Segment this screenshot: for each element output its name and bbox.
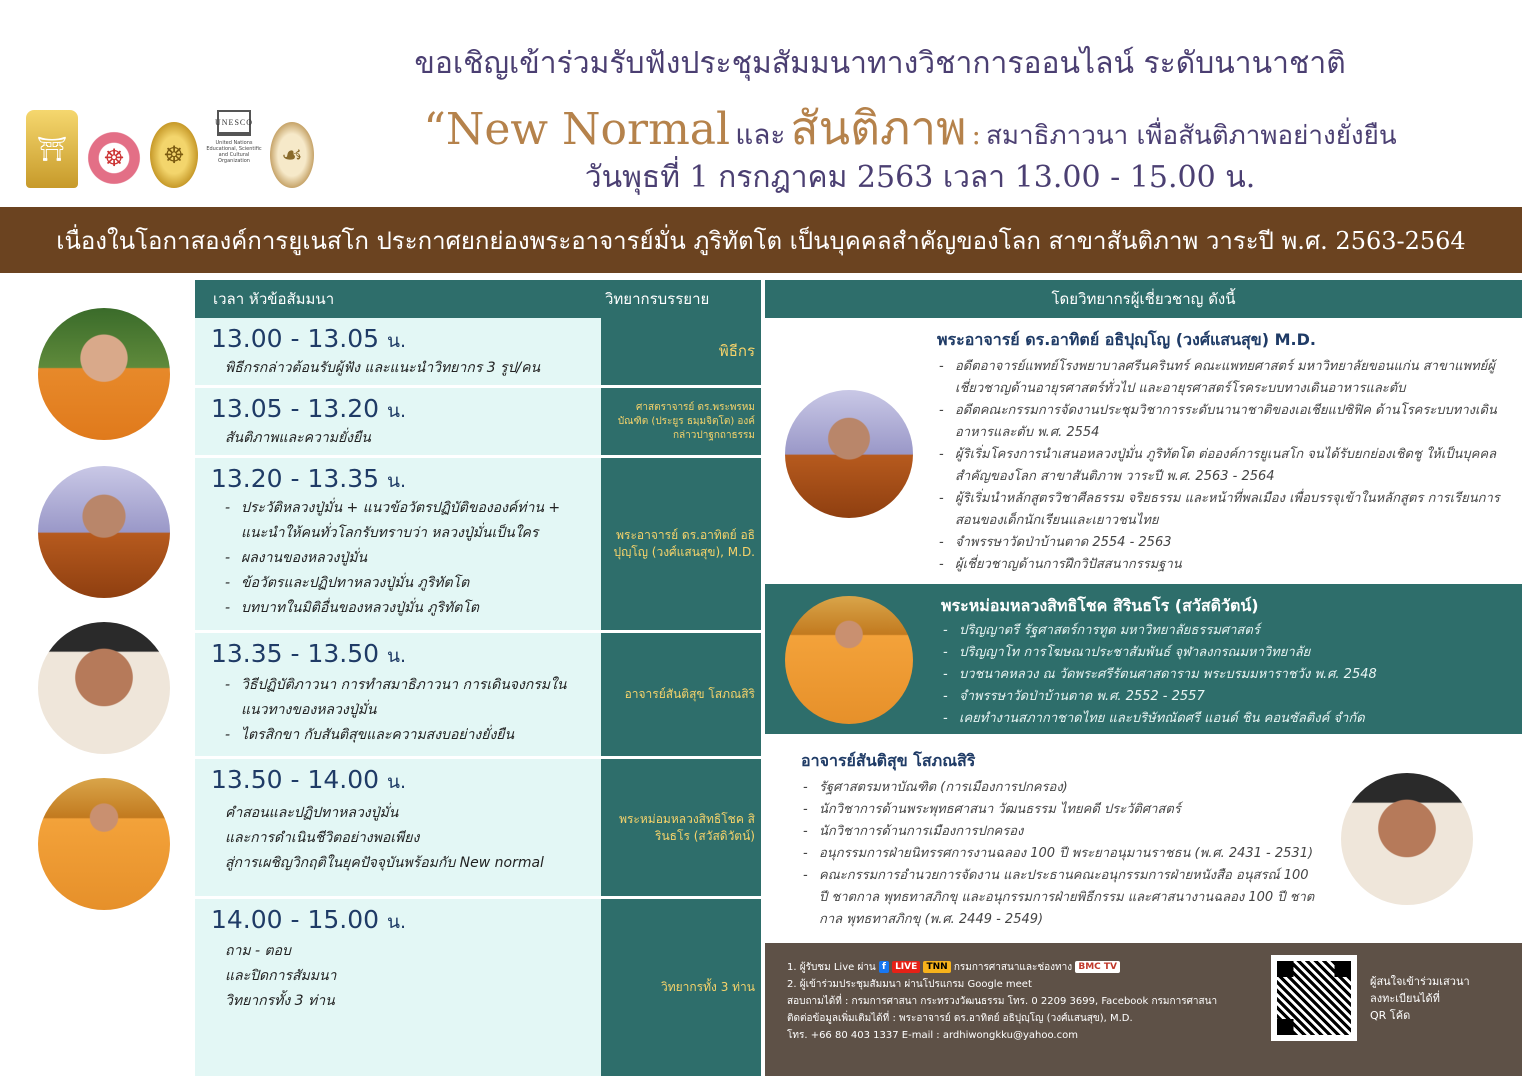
phra-sitthichok-photo [38,778,170,910]
unesco-logo: UNESCO United Nations Educational, Scientific and Cultural Organization [204,110,264,188]
event-date: วันพุธที่ 1 กรกฎาคม 2563 เวลา 13.00 - 15.00 น. [584,160,1256,195]
contact-footer: 1. ผู้รับชม Live ผ่าน f LIVE TNN กรมการศาสนาและช่องทาง BMC TV 2. ผู้เข้าร่วมประชุมสัมมนา ผ่านโปรแกรม Google meet สอบถามได้ที่ : กรมการศาสนา กระทรวงวัฒนธรรม โทร. 0 2209 3699, Facebook กรมการศาสนา ติดต่อข้อมูลเพิ่มเติมได้ที่ : พระอาจารย์ ดร.อาทิตย์ อธิปุญฺโญ (วงศ์แสนสุข), M.D. โทร. +66 80 403 1337 E-mail : ardhiwongkku@yahoo.com ผู้สนใจเข้าร่วมเสวนา ลงทะเบียนได้ที่ QR โค้ด [765,943,1522,1076]
session-speaker: พิธีกร [601,318,761,385]
expert-panel-sitthichok [765,584,1522,734]
expert-name: พระหม่อมหลวงสิทธิโชค สิรินธโร (สวัสดิวัตน์) [941,596,1259,615]
schedule-row: 13.00 - 13.05 น. พิธีกรกล่าวต้อนรับผู้ฟัง และแนะนำวิทยากร 3 รูป/คน พิธีกร [195,318,761,388]
schedule-row: 13.35 - 13.50 น. - วิธีปฏิบัติภาวนา การทำสมาธิภาวนา การเดินจงกรมในแนวทางของหลวงปู่มั่น - ไตรสิกขา กับสันติสุขและความสงบอย่างยั่งยืน อาจารย์สันติสุข โสภณสิริ [195,633,761,759]
expert-credentials: - ปริญญาตรี รัฐศาสตร์การทูต มหาวิทยาลัยธรรมศาสตร์ - ปริญญาโท การโฆษณาประชาสัมพันธ์ จุฬาลงกรณมหาวิทยาลัย - บวชนาคหลวง ณ วัดพระศรีรัตนศาสดาราม พระบรมมหาราชวัง พ.ศ. 2548 - จำพรรษาวัดป่าบ้านตาด พ.ศ. 2552 - 2557 - เคยทำงานสภากาชาดไทย และบริษัทณัดศรี แอนด์ ชิน คอนซัลติงค์ จำกัด [939,620,1519,730]
session-speaker: วิทยากรทั้ง 3 ท่าน [601,899,761,1076]
session-time: 13.20 - 13.35 น. [211,464,407,493]
expert-photo [785,596,913,724]
expert-name: พระอาจารย์ ดร.อาทิตย์ อธิปุญฺโญ (วงศ์แสนสุข) M.D. [937,330,1316,349]
schedule-row: 13.50 - 14.00 น. คำสอนและปฏิปทาหลวงปู่มั่น และการดำเนินชีวิตอย่างพอเพียง สู่การเผชิญวิกฤติในยุคปัจจุบันพร้อมกับ New normal พระหม่อมหลวงสิทธิโชค สิรินธโร (สวัสดิวัตน์) [195,759,761,899]
dharma-wheel-logo: ☸ [150,122,198,188]
occasion-banner: เนื่องในโอกาสองค์การยูเนสโก ประกาศยกย่องพระอาจารย์มั่น ภูริทัตโต เป็นบุคคลสำคัญของโลก สาขาสันติภาพ วาระปี พ.ศ. 2563-2564 [0,207,1522,273]
santiphap-text: สันติภาพ [790,101,967,155]
expert-credentials: - รัฐศาสตรมหาบัณฑิต (การเมืองการปกครอง) - นักวิชาการด้านพระพุทธศาสนา วัฒนธรรม ไทยคดี ประวัติศาสตร์ - นักวิชาการด้านการเมืองการปกครอง - อนุกรรมการฝ่ายนิทรรศการงานฉลอง 100 ปี พระยาอนุมานราชธน (พ.ศ. 2431 - 2531) - คณะกรรมการอำนวยการจัดงาน และประธานคณะอนุกรรมการฝ่ายหนังสือ อนุสรณ์ 100 ปี ชาตกาล พุทธทาสภิกขุ และอนุกรรมการฝ่ายพิธีกรรม และศาสนางานฉลอง 100 ปี ชาตกาล พุทธทาสภิกขุ (พ.ศ. 2449 - 2549) [799,777,1319,931]
live-info: 1. ผู้รับชม Live ผ่าน f LIVE TNN กรมการศาสนาและช่องทาง BMC TV [787,959,1217,976]
tnn-logo: TNN [923,961,950,973]
live-badge: LIVE [892,961,920,973]
invitation-title: ขอเชิญเข้าร่วมรับฟังประชุมสัมมนาทางวิชาการออนไลน์ ระดับนานาชาติ [414,46,1346,81]
session-speaker: พระหม่อมหลวงสิทธิโชค สิรินธโร (สวัสดิวัตน์) [601,759,761,896]
session-speaker: อาจารย์สันติสุข โสภณสิริ [601,633,761,756]
schedule-header: เวลา หัวข้อสัมมนา วิทยากรบรรยาย [195,280,761,318]
session-time: 13.05 - 13.20 น. [211,394,407,423]
expert-photo [1341,773,1473,905]
logo-row [26,104,336,188]
session-time: 13.00 - 13.05 น. [211,324,407,353]
session-speaker: ศาสตราจารย์ ดร.พระพรหมบัณฑิต (ประยูร ธมฺมจิตฺโต) องค์กล่าวปาฐกถาธรรม [601,388,761,455]
santisuk-photo [38,622,170,754]
session-time: 14.00 - 15.00 น. [211,905,407,934]
facebook-icon: f [879,961,889,973]
event-title: “New Normal และ สันติภาพ : สมาธิภาวนา เพื่อสันติภาพอย่างยั่งยืน [423,101,1397,155]
bmc-tv-logo: BMC TV [1075,961,1120,973]
experts-header: โดยวิทยากรผู้เชี่ยวชาญ ดังนี้ [765,280,1522,318]
expert-name: อาจารย์สันติสุข โสภณสิริ [801,751,976,770]
medallion-logo: ☙ [270,122,314,188]
expert-photo [785,390,913,518]
expert-panel-athit [765,318,1522,581]
religious-affairs-logo: ☸ [84,128,144,188]
event-subtitle: สมาธิภาวนา เพื่อสันติภาพอย่างยั่งยืน [986,121,1397,151]
schedule-row: 14.00 - 15.00 น. ถาม - ตอบ และปิดการสัมมนา วิทยากรทั้ง 3 ท่าน วิทยากรทั้ง 3 ท่าน [195,899,761,1076]
expert-credentials: - อดีตอาจารย์แพทย์โรงพยาบาลศรีนครินทร์ คณะแพทยศาสตร์ มหาวิทยาลัยขอนแก่น สาขาแพทย์ผู้เชี่ยวชาญด้านอายุรศาสตร์ทั่วไป และอายุรศาสตร์โรคระบบทางเดินอาหารและตับ - อดีตคณะกรรมการจัดงานประชุมวิชาการระดับนานาชาติของเอเชียแปซิฟิค ด้านโรคระบบทางเดินอาหารและตับ พ.ศ. 2554 - ผู้ริเริ่มโครงการนำเสนอหลวงปู่มั่น ภูริทัตโต ต่อองค์การยูเนสโก จนได้รับยกย่องเชิดชู ให้เป็นบุคคลสำคัญของโลก สาขาสันติภาพ วาระปี พ.ศ. 2563 - 2564 - ผู้ริเริ่มนำหลักสูตรวิชาศีลธรรม จริยธรรม และหน้าที่พลเมือง เพื่อบรรจุเข้าในหลักสูตร การเรียนการสอนของเด็กนักเรียนและเยาวชนไทย - จำพรรษาวัดป่าบ้านตาด 2554 - 2563 - ผู้เชี่ยวชาญด้านการฝึกวิปัสสนากรรมฐาน [935,356,1515,576]
senior-monk-photo [38,308,170,440]
session-time: 13.50 - 14.00 น. [211,765,407,794]
session-time: 13.35 - 13.50 น. [211,639,407,668]
session-speaker: พระอาจารย์ ดร.อาทิตย์ อธิปุญฺโญ (วงศ์แสนสุข), M.D. [601,458,761,630]
schedule-row: 13.20 - 13.35 น. - ประวัติหลวงปู่มั่น + แนวข้อวัตรปฏิบัติขององค์ท่าน + แนะนำให้คนทั่วโลกรับทราบว่า หลวงปู่มั่นเป็นใคร - ผลงานของหลวงปู่มั่น - ข้อวัตรและปฏิปทาหลวงปู่มั่น ภูริทัตโต - บทบาทในมิติอื่นของหลวงปู่มั่น ภูริทัตโต พระอาจารย์ ดร.อาทิตย์ อธิปุญฺโญ (วงศ์แสนสุข), M.D. [195,458,761,633]
phra-athit-photo [38,466,170,598]
registration-qr-code[interactable] [1271,955,1357,1041]
schedule-row: 13.05 - 13.20 น. สันติภาพและความยั่งยืน ศาสตราจารย์ ดร.พระพรหมบัณฑิต (ประยูร ธมฺมจิตฺโต) องค์กล่าวปาฐกถาธรรม [195,388,761,458]
new-normal-text: New Normal [445,104,731,155]
qr-note: ผู้สนใจเข้าร่วมเสวนา ลงทะเบียนได้ที่ QR โค้ด [1370,975,1470,1022]
expert-panel-santisuk [765,737,1522,943]
ministry-culture-logo: ⛩ [26,110,78,188]
